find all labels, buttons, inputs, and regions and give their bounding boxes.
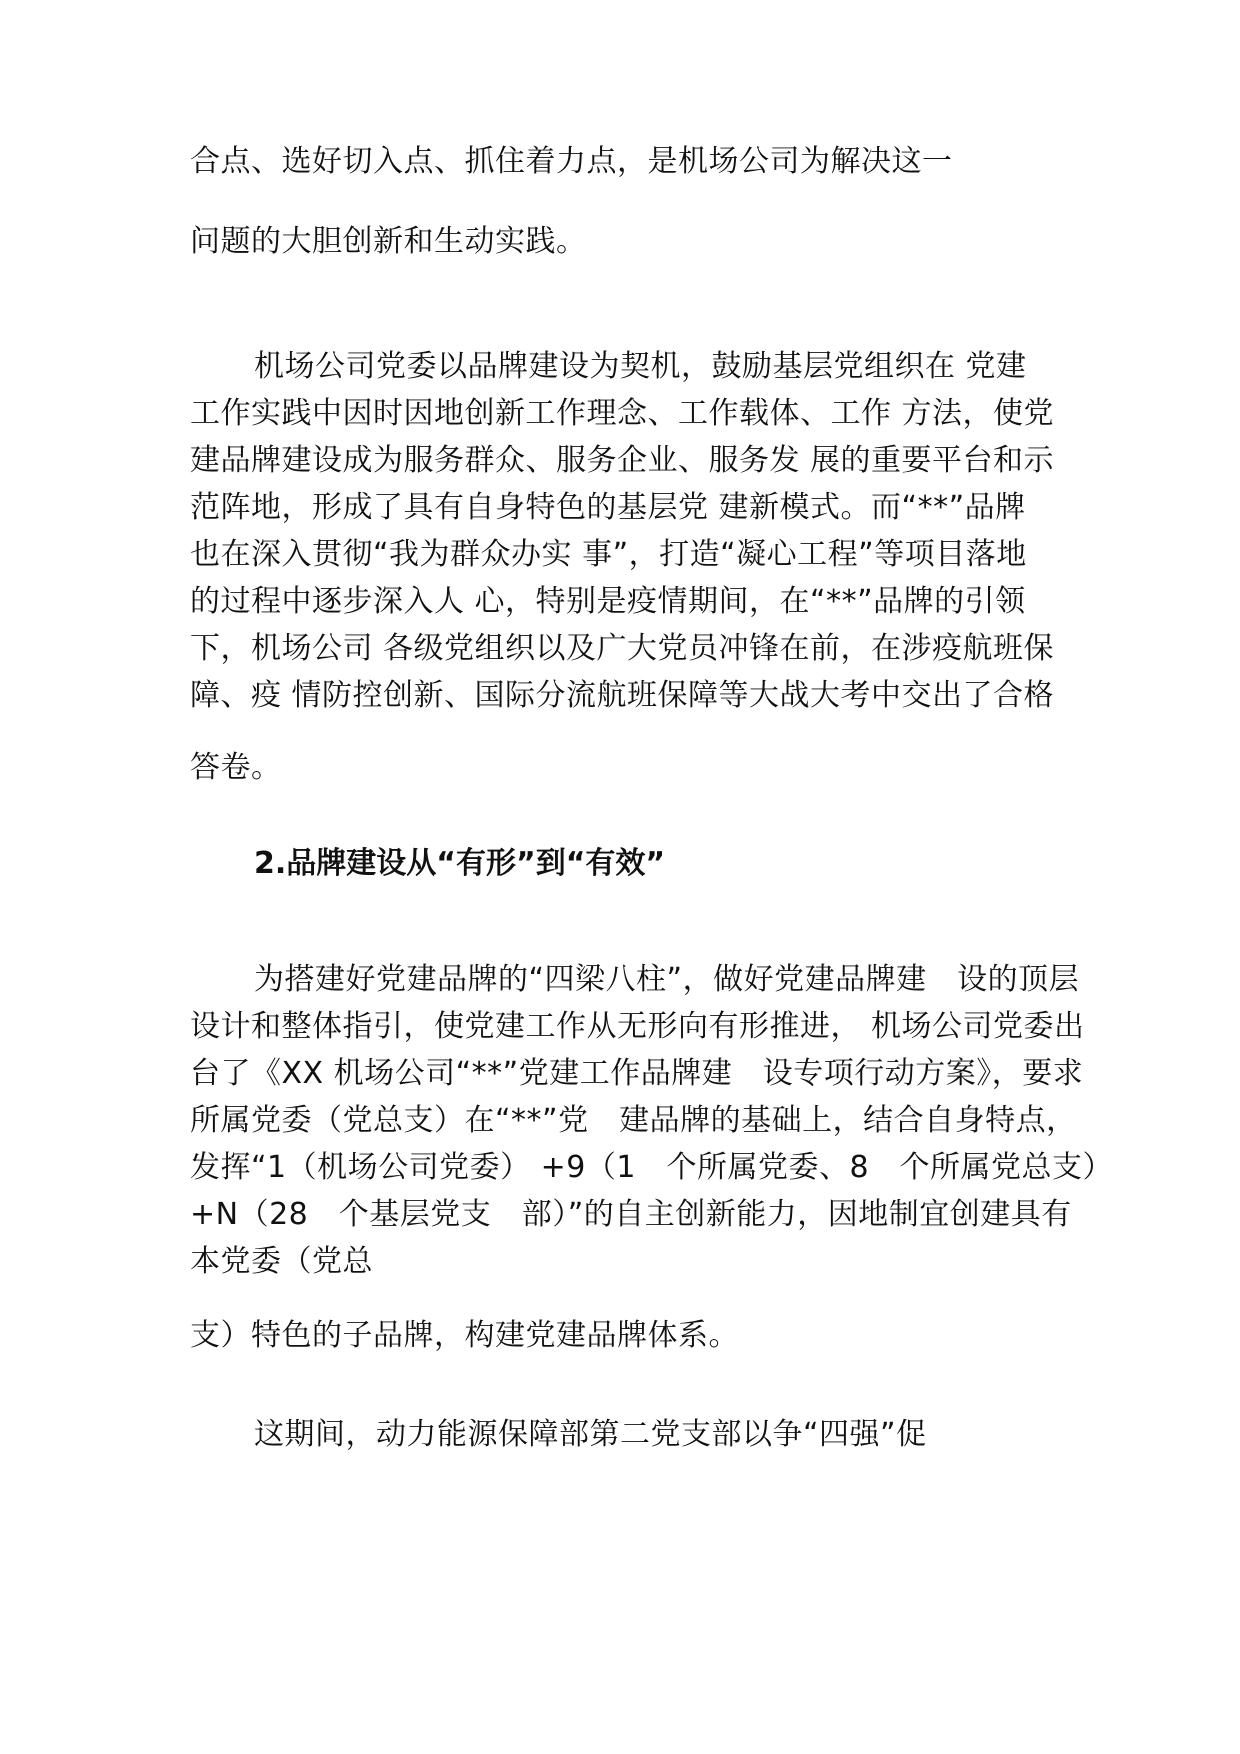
paragraph-line-13: 设计和整体指引，使党建工作从无形向有形推进， 机场公司党委出 <box>190 1009 1085 1044</box>
paragraph-line-3: 机场公司党委以品牌建设为契机，鼓励基层党组织在 党建 <box>254 349 1027 384</box>
paragraph-line-14: 台了《XX 机场公司“**”党建工作品牌建 设专项行动方案》，要求 <box>190 1056 1084 1091</box>
paragraph-line-18: 本党委（党总 <box>190 1244 373 1279</box>
paragraph-line-11: 答卷。 <box>190 750 282 785</box>
paragraph-line-8: 的过程中逐步深入人 心，特别是疫情期间，在“**”品牌的引领 <box>190 584 1026 619</box>
paragraph-line-10: 障、疫 情防控创新、国际分流航班保障等大战大考中交出了合格 <box>190 678 1055 713</box>
paragraph-line-2: 问题的大胆创新和生动实践。 <box>190 224 587 259</box>
paragraph-line-1: 合点、选好切入点、抓住着力点，是机场公司为解决这一 <box>190 144 953 179</box>
paragraph-line-17: +N（28 个基层党支 部）”的自主创新能力，因地制宜创建具有 <box>190 1197 1072 1232</box>
section-heading: 2.品牌建设从“有形”到“有效” <box>254 846 666 881</box>
paragraph-line-12: 为搭建好党建品牌的“四梁八柱”，做好党建品牌建 设的顶层 <box>254 962 1080 997</box>
paragraph-line-20: 这期间，动力能源保障部第二党支部以争“四强”促 <box>254 1417 927 1452</box>
paragraph-line-15: 所属党委（党总支）在“**”党 建品牌的基础上，结合自身特点， <box>190 1103 1077 1138</box>
paragraph-line-4: 工作实践中因时因地创新工作理念、工作载体、工作 方法，使党 <box>190 396 1055 431</box>
paragraph-line-5: 建品牌建设成为服务群众、服务企业、服务发 展的重要平台和示 <box>190 443 1055 478</box>
paragraph-line-7: 也在深入贯彻“我为群众办实 事”，打造“凝心工程”等项目落地 <box>190 537 1027 572</box>
paragraph-line-16: 发挥“1（机场公司党委） +9（1 个所属党委、8 个所属党总支） <box>190 1150 1114 1185</box>
paragraph-line-6: 范阵地，形成了具有自身特色的基层党 建新模式。而“**”品牌 <box>190 490 1026 525</box>
paragraph-line-9: 下，机场公司 各级党组织以及广大党员冲锋在前，在涉疫航班保 <box>190 631 1055 666</box>
paragraph-line-19: 支）特色的子品牌，构建党建品牌体系。 <box>190 1318 739 1353</box>
